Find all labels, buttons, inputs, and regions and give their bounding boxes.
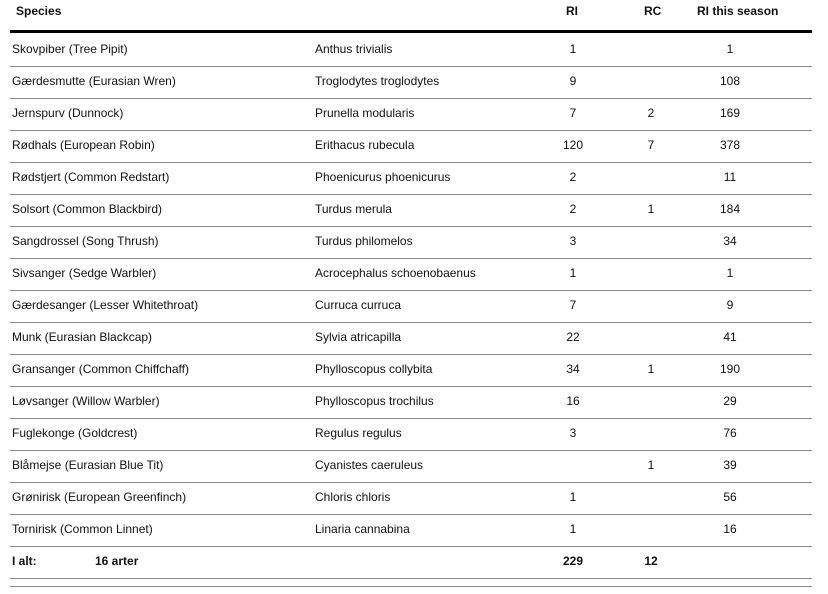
scientific-name-cell: Phylloscopus trochilus <box>315 394 434 408</box>
scientific-name-cell: Chloris chloris <box>315 490 391 504</box>
ri-season-cell: 29 <box>723 394 737 408</box>
ri-season-cell: 1 <box>726 42 734 56</box>
scientific-name-cell: Regulus regulus <box>315 426 402 440</box>
ri-cell: 120 <box>562 138 584 152</box>
ri-season-cell: 56 <box>723 490 737 504</box>
header-ri-season: RI this season <box>697 4 779 18</box>
ri-cell: 22 <box>566 330 580 344</box>
header-species: Species <box>16 4 62 18</box>
table-row <box>0 353 828 385</box>
species-cell: Jernspurv (Dunnock) <box>12 106 124 120</box>
species-cell: Solsort (Common Blackbird) <box>12 202 163 216</box>
species-cell: Blåmejse (Eurasian Blue Tit) <box>12 458 164 472</box>
scientific-name-cell: Acrocephalus schoenobaenus <box>315 266 476 280</box>
table-row <box>0 129 828 161</box>
header-ri: RI <box>566 4 578 18</box>
ri-cell: 9 <box>569 74 577 88</box>
ri-season-cell: 11 <box>723 170 737 184</box>
rc-cell: 1 <box>647 202 655 216</box>
ri-season-cell: 34 <box>723 234 737 248</box>
scientific-name-cell: Turdus philomelos <box>315 234 413 248</box>
species-cell: Gærdesmutte (Eurasian Wren) <box>12 74 176 88</box>
species-cell: Fuglekonge (Goldcrest) <box>12 426 138 440</box>
table-row <box>0 33 828 65</box>
ri-cell: 3 <box>569 234 577 248</box>
ri-season-cell: 76 <box>723 426 737 440</box>
ri-cell: 16 <box>566 394 580 408</box>
table-row <box>0 481 828 513</box>
species-cell: Rødstjert (Common Redstart) <box>12 170 170 184</box>
species-cell: Skovpiber (Tree Pipit) <box>12 42 128 56</box>
rc-cell: 2 <box>647 106 655 120</box>
table-row <box>0 449 828 481</box>
species-cell: Gærdesanger (Lesser Whitethroat) <box>12 298 199 312</box>
total-row <box>0 545 828 577</box>
table-row <box>0 385 828 417</box>
species-cell: Munk (Eurasian Blackcap) <box>12 330 153 344</box>
table-row <box>0 65 828 97</box>
scientific-name-cell: Turdus merula <box>315 202 392 216</box>
species-cell: Gransanger (Common Chiffchaff) <box>12 362 189 376</box>
ri-season-cell: 41 <box>723 330 737 344</box>
table-header <box>0 0 828 30</box>
ri-cell: 1 <box>569 266 577 280</box>
table-row <box>0 417 828 449</box>
ri-season-cell: 9 <box>726 298 734 312</box>
table-row <box>0 321 828 353</box>
ri-cell: 1 <box>569 490 577 504</box>
scientific-name-cell: Prunella modularis <box>315 106 415 120</box>
scientific-name-cell: Curruca curruca <box>315 298 402 312</box>
species-cell: Sangdrossel (Song Thrush) <box>12 234 159 248</box>
table-row <box>0 257 828 289</box>
ri-season-cell: 16 <box>723 522 737 536</box>
scientific-name-cell: Cyanistes caeruleus <box>315 458 424 472</box>
ri-season-cell: 1 <box>726 266 734 280</box>
table-row <box>0 161 828 193</box>
table-row <box>0 193 828 225</box>
bottom-rule <box>10 586 812 587</box>
ri-season-cell: 108 <box>719 74 741 88</box>
header-rc: RC <box>644 4 662 18</box>
total-label: I alt: <box>12 554 37 568</box>
scientific-name-cell: Anthus trivialis <box>315 42 393 56</box>
scientific-name-cell: Sylvia atricapilla <box>315 330 402 344</box>
ri-cell: 2 <box>569 170 577 184</box>
ri-cell: 34 <box>566 362 580 376</box>
ri-season-cell: 190 <box>719 362 741 376</box>
ri-cell: 7 <box>569 298 577 312</box>
scientific-name-cell: Phoenicurus phoenicurus <box>315 170 451 184</box>
table-row <box>0 225 828 257</box>
ri-cell: 7 <box>569 106 577 120</box>
scientific-name-cell: Phylloscopus collybita <box>315 362 433 376</box>
ri-season-cell: 378 <box>719 138 741 152</box>
species-cell: Løvsanger (Willow Warbler) <box>12 394 160 408</box>
total-rc: 12 <box>644 554 658 568</box>
rc-cell: 1 <box>647 362 655 376</box>
species-cell: Sivsanger (Sedge Warbler) <box>12 266 157 280</box>
rc-cell: 1 <box>647 458 655 472</box>
species-count: 16 arter <box>95 554 139 568</box>
table-row <box>0 289 828 321</box>
species-cell: Rødhals (European Robin) <box>12 138 155 152</box>
table-row <box>0 97 828 129</box>
total-divider <box>10 578 812 579</box>
scientific-name-cell: Linaria cannabina <box>315 522 410 536</box>
total-ri: 229 <box>562 554 584 568</box>
scientific-name-cell: Troglodytes troglodytes <box>315 74 440 88</box>
ri-cell: 2 <box>569 202 577 216</box>
scientific-name-cell: Erithacus rubecula <box>315 138 415 152</box>
ri-season-cell: 169 <box>719 106 741 120</box>
table-row <box>0 513 828 545</box>
ri-cell: 1 <box>569 522 577 536</box>
ri-cell: 1 <box>569 42 577 56</box>
species-cell: Tornirisk (Common Linnet) <box>12 522 153 536</box>
ri-season-cell: 184 <box>719 202 741 216</box>
ri-season-cell: 39 <box>723 458 737 472</box>
species-cell: Grønirisk (European Greenfinch) <box>12 490 187 504</box>
ri-cell: 3 <box>569 426 577 440</box>
rc-cell: 7 <box>647 138 655 152</box>
